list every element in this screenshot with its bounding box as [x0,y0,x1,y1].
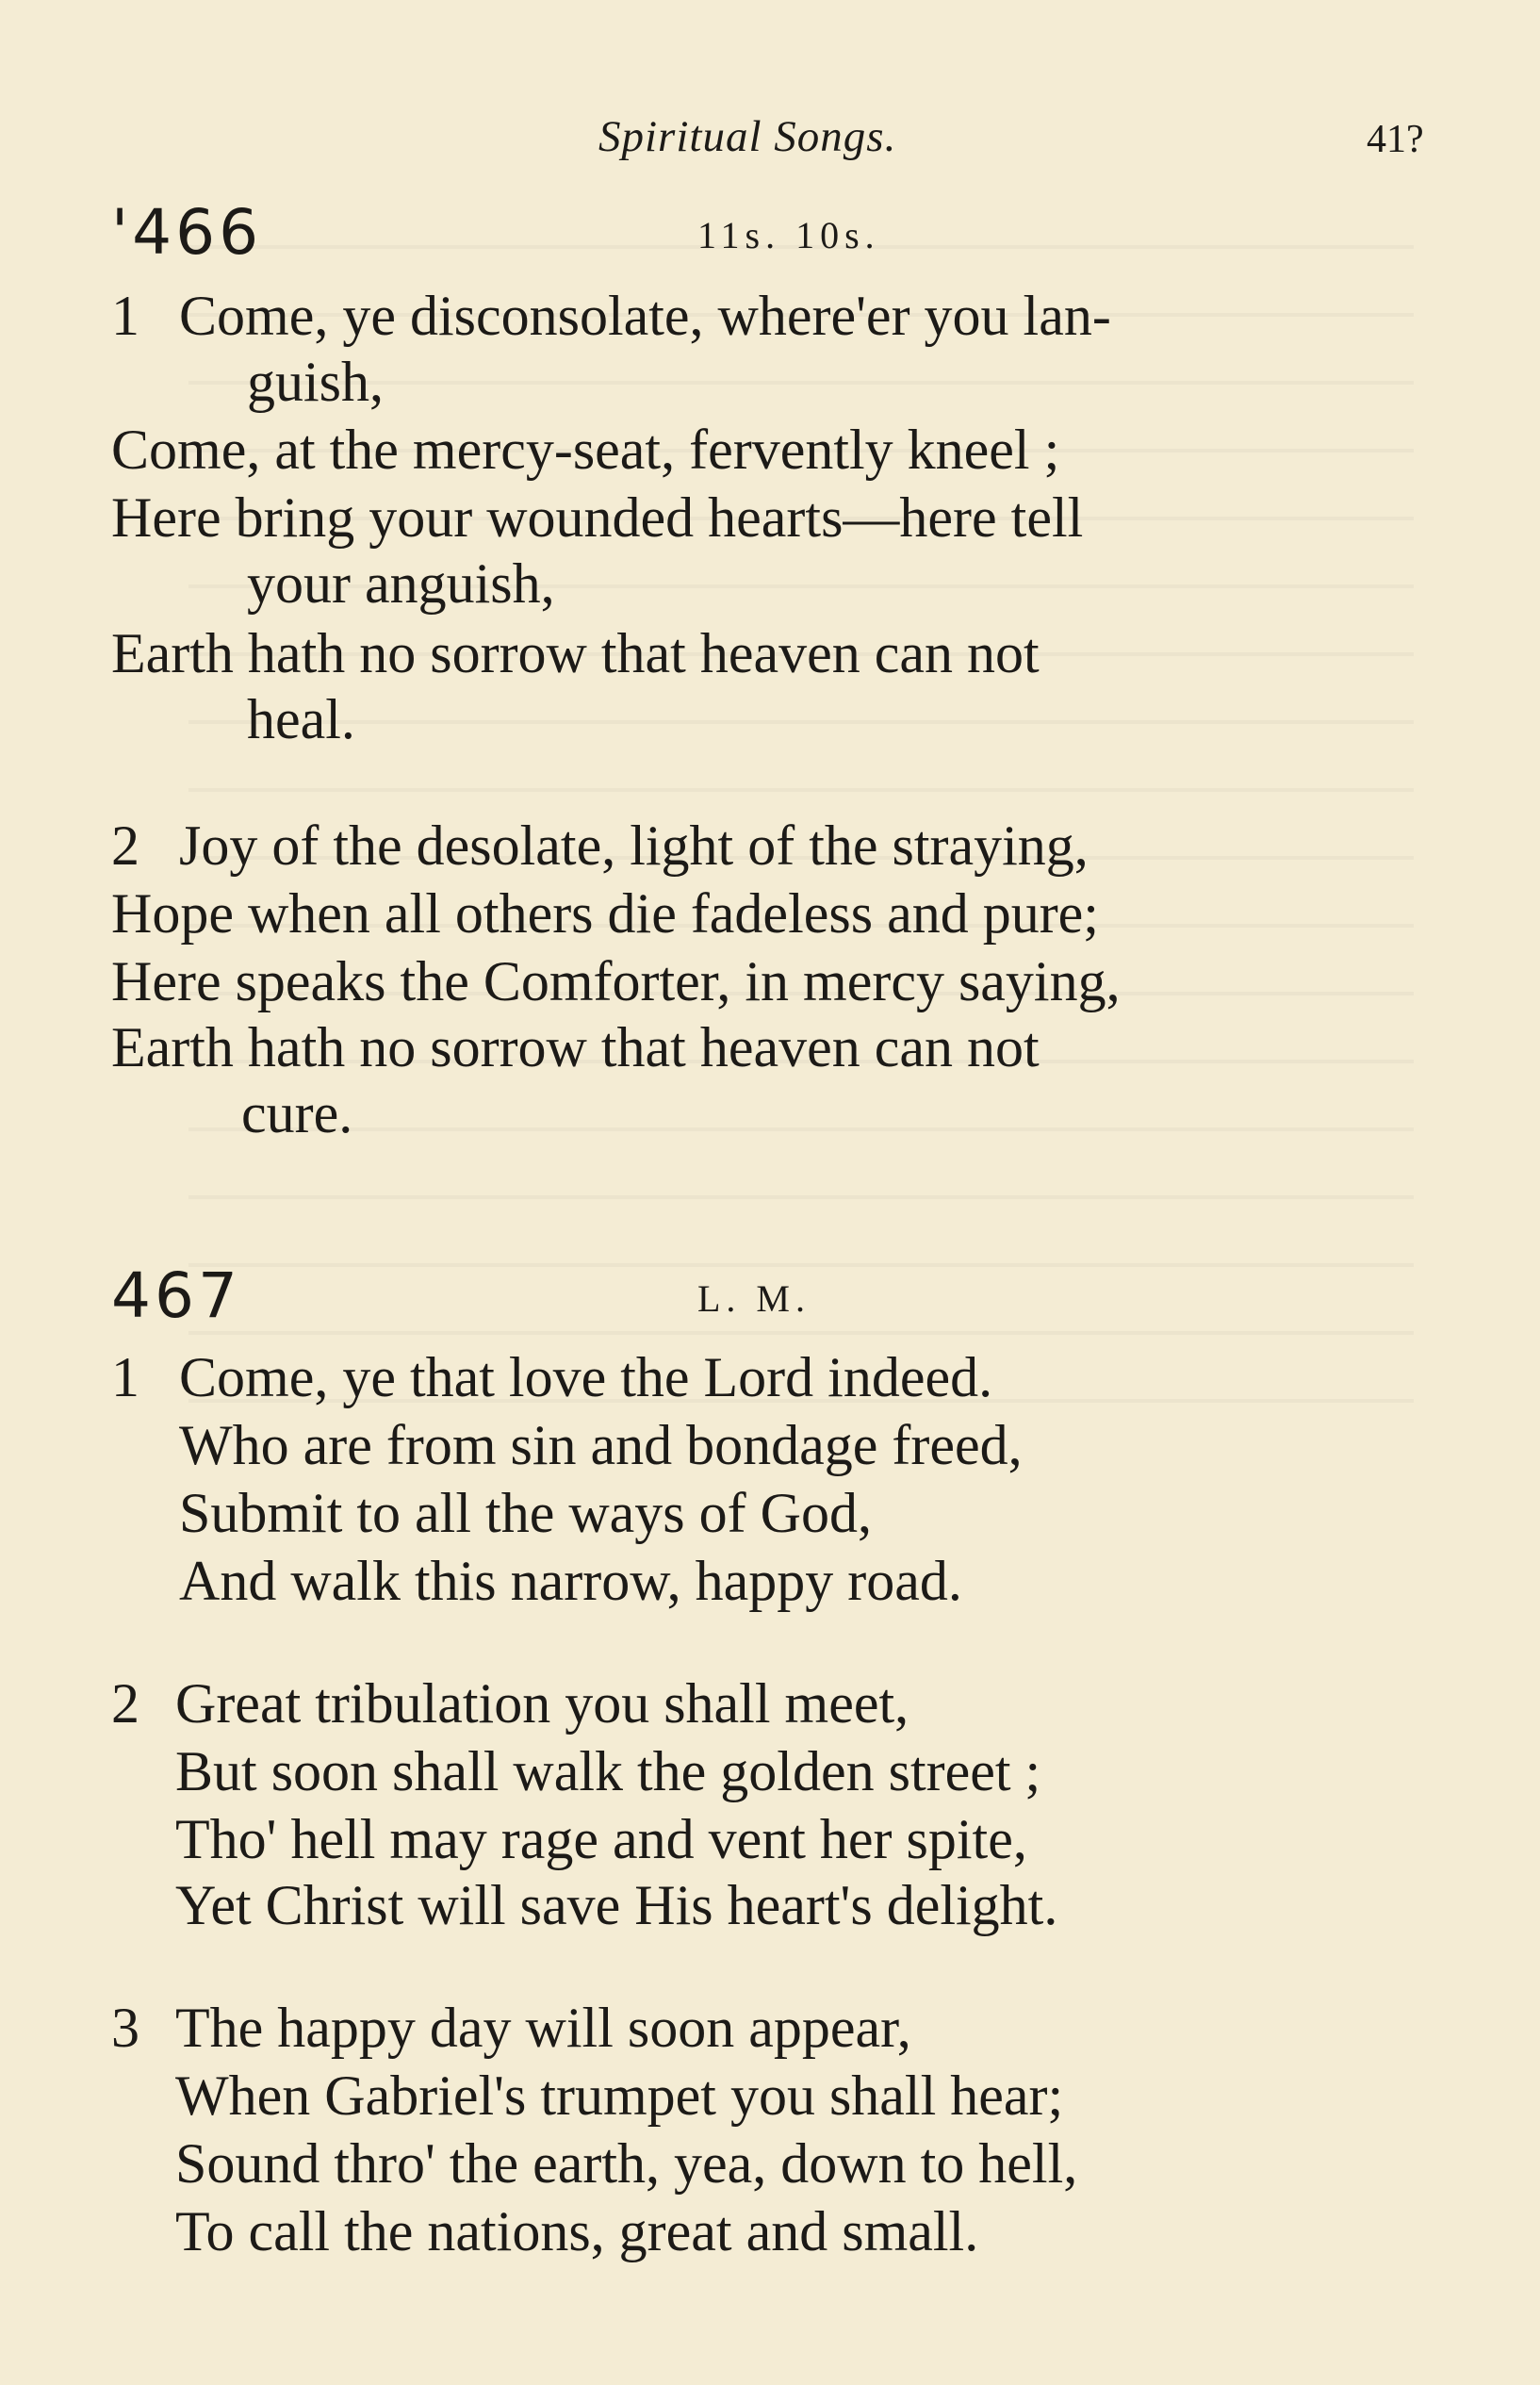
hymn-meter: 11s. 10s. [697,214,880,256]
verse-line [0,620,1540,686]
verse-line [0,349,1540,415]
verse-line [0,1344,1540,1410]
verse-line-text: heal. [247,688,355,750]
verse-line [0,2130,1540,2196]
verse-line-text: Yet Christ will save His heart's delight. [175,1874,1058,1936]
verse-line [0,1080,1540,1146]
hymn-number: '466 [111,196,263,269]
verse-line-text: Come, ye that love the Lord indeed. [179,1346,993,1408]
verse-line-text: Come, ye disconsolate, where'er you lan- [179,285,1111,347]
verse-line [0,1480,1540,1546]
verse-line [0,551,1540,617]
verse-line [0,1014,1540,1080]
verse-line-text: Earth hath no sorrow that heaven can not [111,1016,1040,1078]
verse-line-text: But soon shall walk the golden street ; [175,1740,1041,1802]
verse-line-text: Submit to all the ways of God, [179,1482,872,1544]
verse-line [0,485,1540,551]
verse-number: 3 [111,1997,139,2059]
verse-number: 2 [111,1672,139,1735]
verse-line-text: Here bring your wounded hearts—here tell [111,486,1084,549]
verse-line-text: Tho' hell may rage and vent her spite, [175,1808,1027,1870]
verse-line [0,686,1540,752]
verse-line-text: And walk this narrow, happy road. [179,1550,962,1612]
verse-line-text: your anguish, [247,552,555,615]
verse-line-text: cure. [241,1082,353,1144]
verse-line [0,1670,1540,1736]
verse-line [0,1548,1540,1614]
verse-line [0,1738,1540,1804]
verse-line-text: Earth hath no sorrow that heaven can not [111,622,1040,684]
verse-number: 1 [111,285,139,347]
page-header [0,111,1540,168]
verse-line [0,1995,1540,2061]
verse-line [0,813,1540,879]
verse-line [0,948,1540,1014]
verse-line [0,2063,1540,2129]
verse-line [0,1412,1540,1478]
verse-line [0,1806,1540,1872]
running-title: Spiritual Songs. [598,112,897,161]
hymn-467-heading [0,1259,1540,1335]
verse-line-text: Joy of the desolate, light of the straying, [179,814,1089,877]
verse-number: 1 [111,1346,139,1408]
page-number: 41? [1367,118,1424,161]
verse-line-text: guish, [247,351,385,413]
verse-line-text: When Gabriel's trumpet you shall hear; [175,2064,1064,2127]
verse-line [0,283,1540,349]
hymn-466-heading [0,196,1540,271]
verse-line [0,1872,1540,1938]
verse-line-text: Who are from sin and bondage freed, [179,1414,1023,1476]
verse-number: 2 [111,814,139,877]
hymn-number: 467 [111,1259,241,1332]
verse-line-text: To call the nations, great and small. [175,2200,979,2262]
verse-line-text: The happy day will soon appear, [175,1997,911,2059]
hymn-meter: L. M. [697,1277,811,1320]
verse-line-text: Hope when all others die fadeless and pure; [111,882,1099,945]
verse-line-text: Sound thro' the earth, yea, down to hell, [175,2132,1078,2195]
verse-line-text: Come, at the mercy-seat, fervently kneel ; [111,419,1060,481]
verse-line-text: Great tribulation you shall meet, [175,1672,909,1735]
verse-line [0,880,1540,946]
verse-line-text: Here speaks the Comforter, in mercy saying, [111,950,1121,1012]
verse-line [0,2198,1540,2264]
verse-line [0,417,1540,483]
